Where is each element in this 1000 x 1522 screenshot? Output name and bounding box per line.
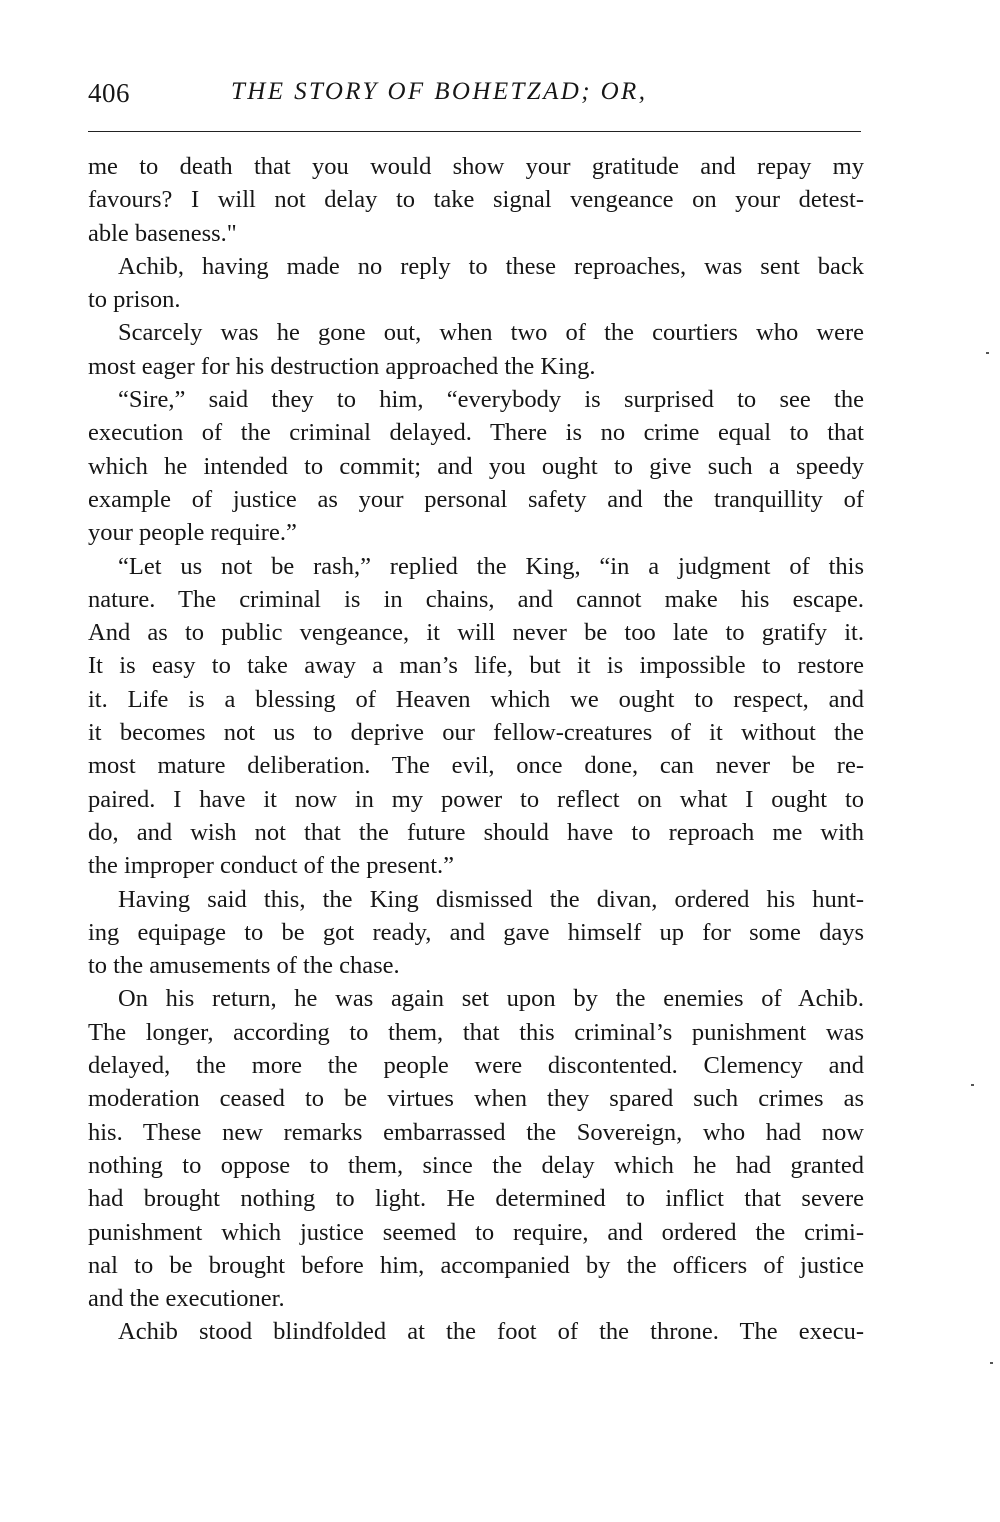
text-line: nature. The criminal is in chains, and cannot make his escape. [88,585,864,613]
text-line: most eager for his destruction approached the King. [88,352,596,380]
text-line: favours? I will not delay to take signal vengeance on your detest- [88,186,864,214]
text-line: able baseness." [88,219,237,247]
header-rule [88,131,861,132]
text-line: do, and wish not that the future should have to reproach me with [88,818,864,846]
text-line: Achib, having made no reply to these reproaches, was sent back [118,252,864,280]
running-title: THE STORY OF BOHETZAD; OR, [231,78,648,105]
text-line: Achib stood blindfolded at the foot of the throne. The execu- [118,1318,864,1346]
text-line: your people require.” [88,519,297,547]
text-line: And as to public vengeance, it will never be too late to gratify it. [88,619,864,647]
text-line: “Sire,” said they to him, “everybody is surprised to see the [118,386,864,414]
text-line: “Let us not be rash,” replied the King, “in a judgment of this [118,552,864,580]
text-line: nothing to oppose to them, since the delay which he had granted [88,1151,864,1179]
text-line: Scarcely was he gone out, when two of the courtiers who were [118,319,864,347]
text-line: it. Life is a blessing of Heaven which we ought to respect, and [88,685,864,713]
text-line: The longer, according to them, that this criminal’s punishment was [88,1018,864,1046]
text-line: to prison. [88,286,181,314]
text-line: his. These new remarks embarrassed the Sovereign, who had now [88,1118,864,1146]
text-line: the improper conduct of the present.” [88,852,455,880]
text-line: punishment which justice seemed to require, and ordered the crimi- [88,1218,864,1246]
text-line: which he intended to commit; and you ought to give such a speedy [88,452,864,480]
scan-speck [971,1084,974,1086]
running-head [88,78,863,118]
text-line: had brought nothing to light. He determined to inflict that severe [88,1185,864,1213]
scan-speck [986,352,989,354]
text-line: Having said this, the King dismissed the divan, ordered his hunt- [118,885,864,913]
text-line: moderation ceased to be virtues when they spared such crimes as [88,1085,864,1113]
text-line: to the amusements of the chase. [88,952,400,980]
text-line: and the executioner. [88,1285,285,1313]
text-line: paired. I have it now in my power to reflect on what I ought to [88,785,864,813]
text-line: ing equipage to be got ready, and gave himself up for some days [88,918,864,946]
text-line: On his return, he was again set upon by the enemies of Achib. [118,985,864,1013]
text-line: It is easy to take away a man’s life, but it is impossible to restore [88,652,864,680]
page-number: 406 [88,78,130,108]
text-line: execution of the criminal delayed. There is no crime equal to that [88,419,864,447]
body-text [88,150,864,1349]
scan-speck [990,1362,993,1364]
text-line: example of justice as your personal safety and the tranquillity of [88,485,864,513]
text-line: most mature deliberation. The evil, once done, can never be re- [88,752,864,780]
text-line: it becomes not us to deprive our fellow-creatures of it without the [88,719,864,747]
text-line: delayed, the more the people were discontented. Clemency and [88,1052,864,1080]
text-line: nal to be brought before him, accompanied by the officers of justice [88,1251,864,1279]
text-line: me to death that you would show your gratitude and repay my [88,153,864,180]
